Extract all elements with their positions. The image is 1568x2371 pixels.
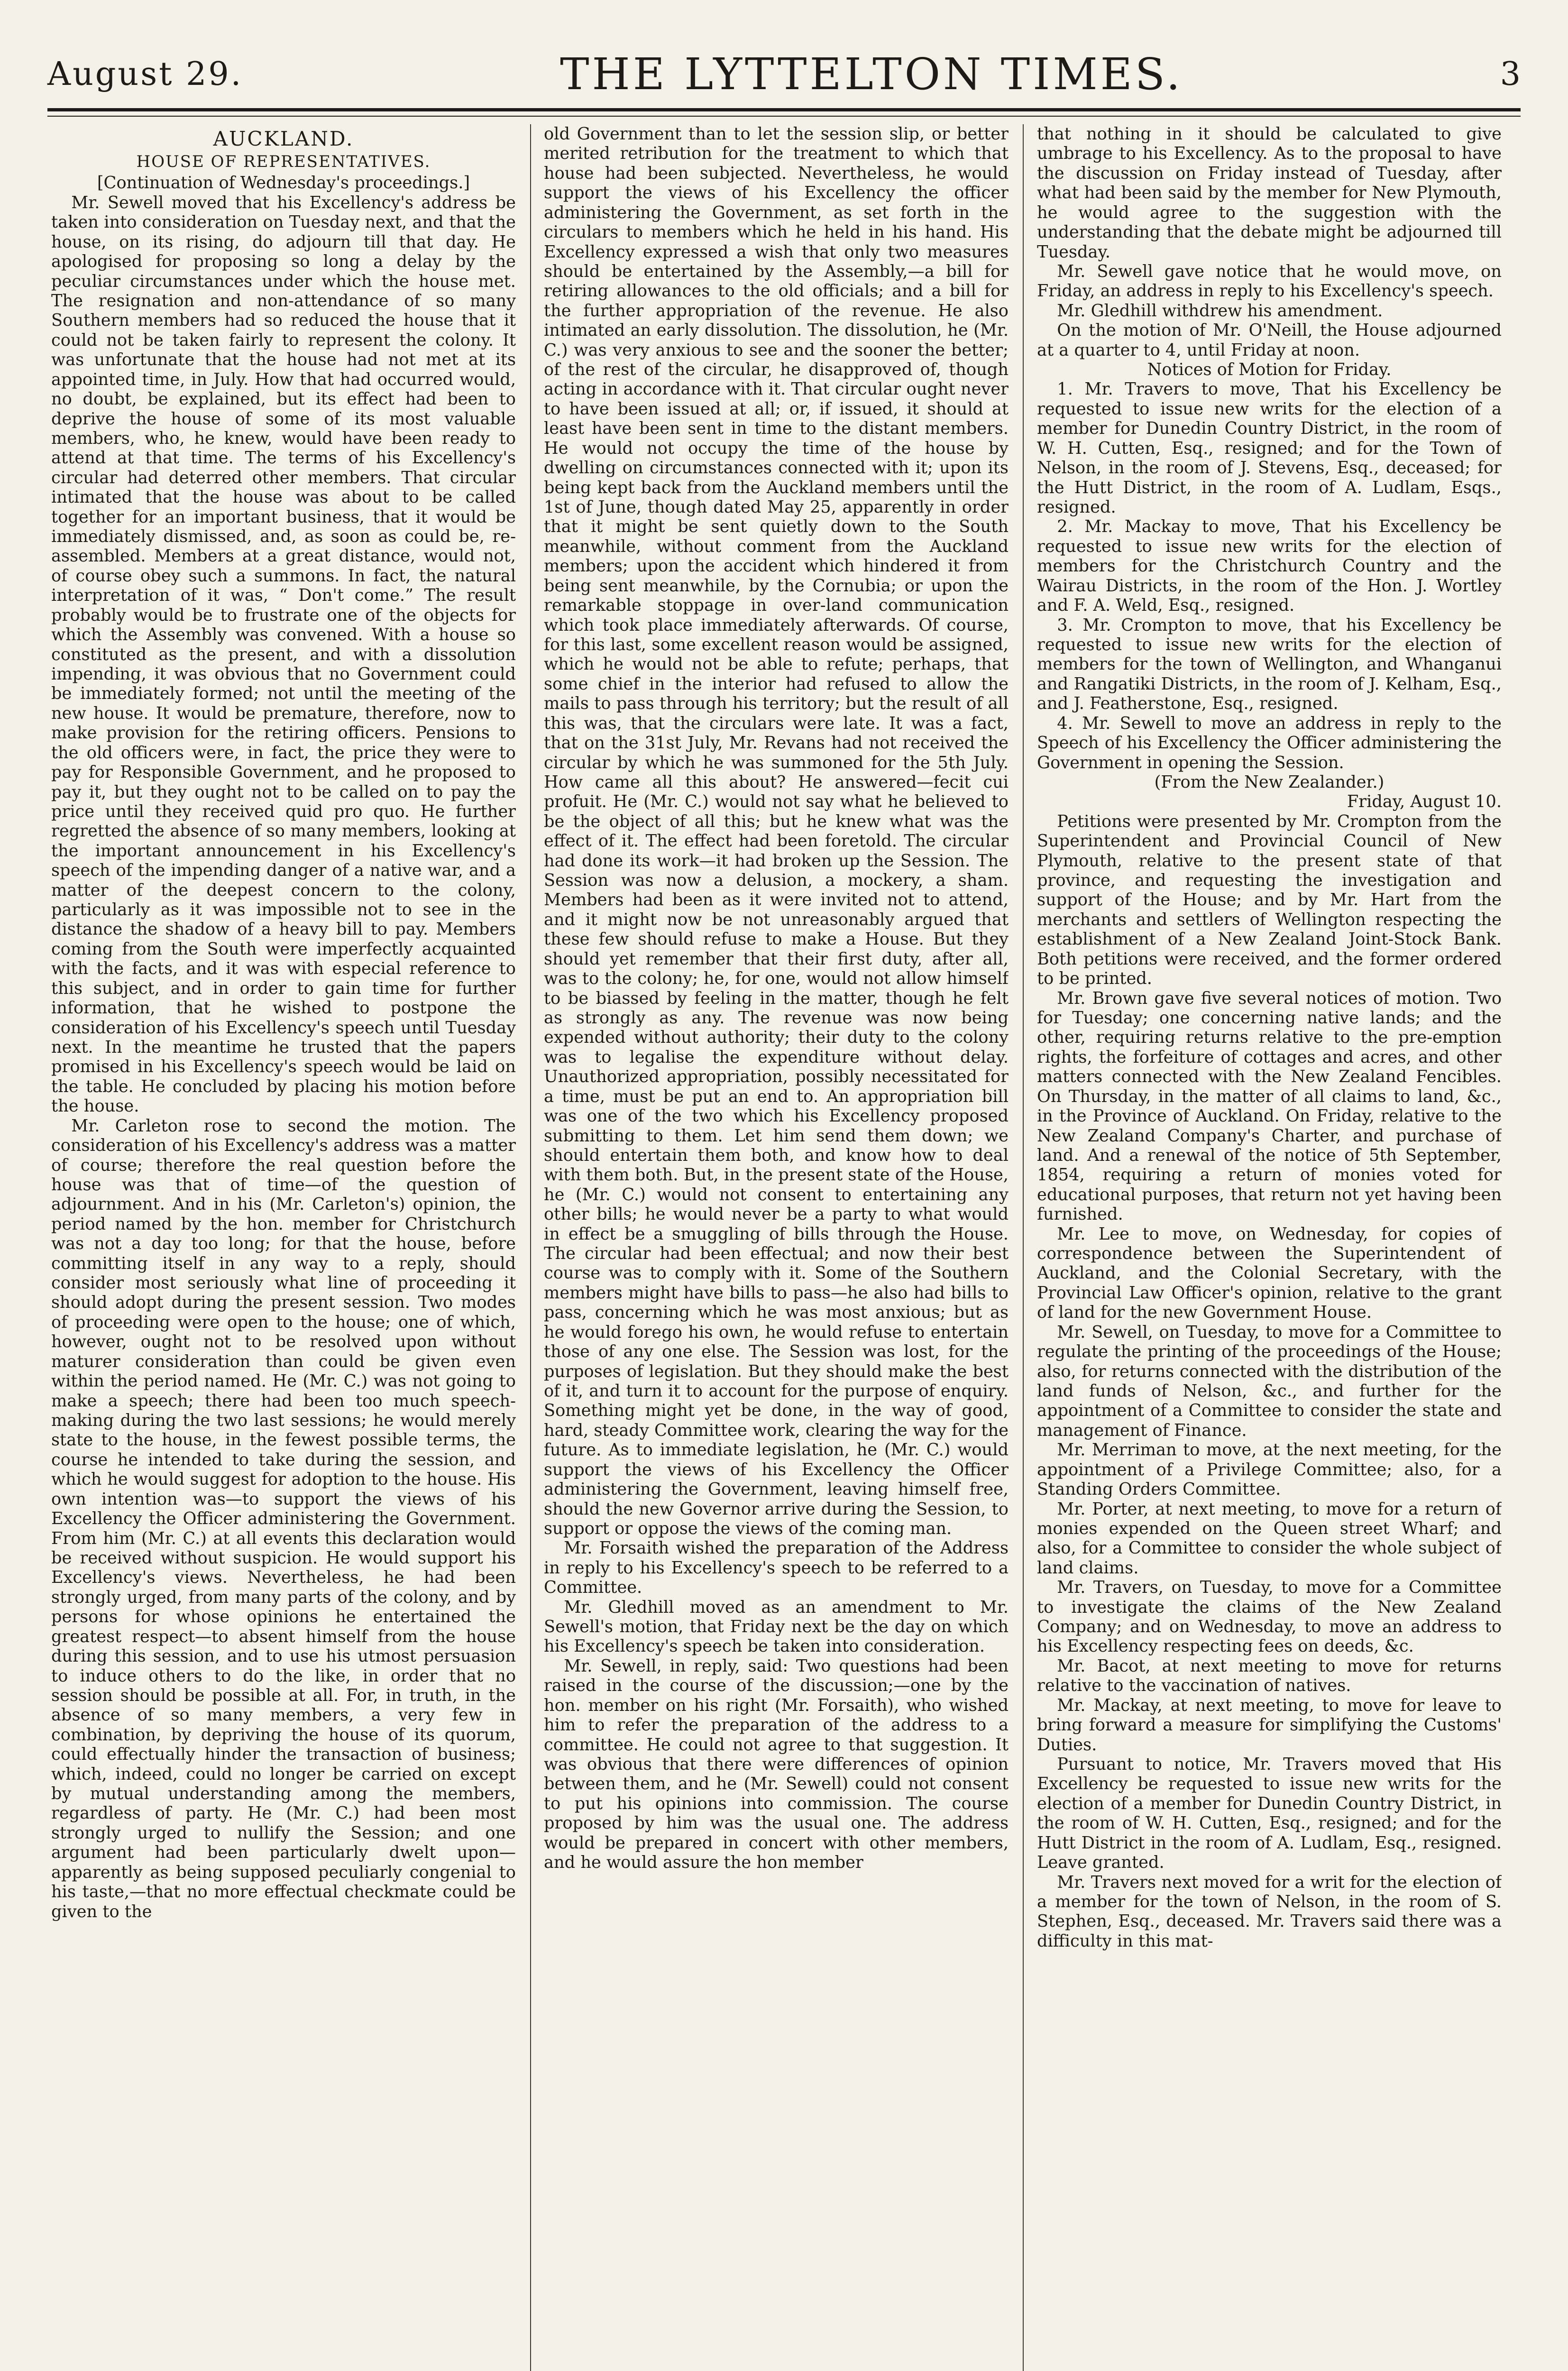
paragraph: Mr. Brown gave five several notices of motion. Two for Tuesday; one concerning native lands; and the other, requiring returns relative to the pre-emption rights, the forfeiture of cottages and acres, and other matters connected with the New Zealand Fencibles. On Thursday, in the matter of all claims to land, &c., in the Province of Auckland. On Friday, relative to the New Zealand Company's Charter, and purchase of land. And a renewal of the notice of 5th September, 1854, requiring a return of monies voted for educational purposes, that return not yet having been furnished. xyxy=(1037,988,1502,1224)
paragraph: Mr. Sewell, on Tuesday, to move for a Committee to regulate the printing of the proceedings of the House; also, for returns connected with the distribution of the land funds of Nelson, &c., and further for the appointment of a Committee to consider the state and management of Finance. xyxy=(1037,1322,1502,1440)
paragraph: 2. Mr. Mackay to move, That his Excellency be requested to issue new writs for the election of members for the Christchurch Country and the Wairau Districts, in the room of the Hon. J. Wortley and F. A. Weld, Esq., resigned. xyxy=(1037,517,1502,616)
column-divider xyxy=(1023,124,1024,2371)
paragraph: Mr. Porter, at next meeting, to move for a return of monies expended on the Queen street Wharf; and also, for a Committee to consider the whole subject of land claims. xyxy=(1037,1499,1502,1578)
paragraph: Mr. Forsaith wished the preparation of the Address in reply to his Excellency's speech to be referred to a Committee. xyxy=(544,1538,1009,1598)
dateline: Friday, August 10. xyxy=(1347,792,1502,812)
masthead xyxy=(47,48,1521,100)
masthead-rule-thin xyxy=(47,116,1521,117)
column-2 xyxy=(544,124,1009,2371)
centered-heading: (From the New Zealander.) xyxy=(1154,772,1385,792)
paragraph: Mr. Lee to move, on Wednesday, for copies of correspondence between the Superintendent of Auckland, and the Colonial Secretary, with the Provincial Law Officer's opinion, relative to the grant of land for the new Government House. xyxy=(1037,1224,1502,1323)
paragraph: On the motion of Mr. O'Neill, the House adjourned at a quarter to 4, until Friday at noon. xyxy=(1037,321,1502,360)
issue-date: August 29. xyxy=(47,55,243,93)
column-3 xyxy=(1037,124,1502,2371)
section-subheading: HOUSE OF REPRESENTATIVES. xyxy=(136,152,431,172)
centered-heading: Notices of Motion for Friday. xyxy=(1147,360,1392,380)
paragraph: Mr. Bacot, at next meeting to move for returns relative to the vaccination of natives. xyxy=(1037,1656,1502,1696)
continuation-note: [Continuation of Wednesday's proceedings.] xyxy=(97,173,470,193)
paragraph: Mr. Sewell gave notice that he would move, on Friday, an address in reply to his Excellency's speech. xyxy=(1037,261,1502,301)
column-1 xyxy=(51,124,516,2371)
paragraph: that nothing in it should be calculated to give umbrage to his Excellency. As to the proposal to have the discussion on Friday instead of Tuesday, after what had been said by the member for New Plymouth, he would agree to the suggestion with the understanding that the debate might be adjourned till Tuesday. xyxy=(1037,124,1502,262)
page-number: 3 xyxy=(1500,55,1521,93)
paragraph: Mr. Sewell moved that his Excellency's address be taken into consideration on Tuesday next, and that the house, on its rising, do adjourn till that day. He apologised for proposing so long a delay by the peculiar circumstances under which the house met. The resignation and non-attendance of so many Southern members had so reduced the house that it could not be taken fairly to represent the colony. It was unfortunate that the house had not met at its appointed time, in July. How that had occurred would, no doubt, be explained, but its effect had been to deprive the house of some of its most valuable members, who, he knew, would have been ready to attend at that time. The terms of his Excellency's circular had deterred other members. That circular intimated that the house was about to be called together for an important business, that it would be immediately dismissed, and, as soon as could be, re-assembled. Members at a great distance, would not, of course obey such a summons. In fact, the natural interpretation of it was, “ Don't come.” The result probably would be to frustrate one of the objects for which the Assembly was convened. With a house so constituted as the present, and with a dissolution impending, it was obvious that no Government could be immediately formed; not until the meeting of the new house. It would be premature, therefore, now to make provision for the retiring officers. Pensions to the old officers were, in fact, the price they were to pay for Responsible Government, and he proposed to pay it, but they ought not to be called on to pay the price until they received quid pro quo. He further regretted the absence of so many members, looking at the important announcement in his Excellency's speech of the impending danger of a native war, and a matter of the deepest concern to the colony, particularly as it was impossible not to see in the distance the shadow of a heavy bill to pay. Members coming from the South were imperfectly acquainted with the facts, and it was with especial reference to this subject, and in order to gain time for further information, that he wished to postpone the consideration of his Excellency's speech until Tuesday next. In the meantime he trusted that the papers promised in his Excellency's speech would be laid on the table. He concluded by placing his motion before the house. xyxy=(51,193,516,1116)
paragraph: Petitions were presented by Mr. Crompton from the Superintendent and Provincial Council of New Plymouth, relative to the present state of that province, and requesting the investigation and support of the House; and by Mr. Hart from the merchants and settlers of Wellington respecting the establishment of a New Zealand Joint-Stock Bank. Both petitions were received, and the former ordered to be printed. xyxy=(1037,811,1502,989)
paragraph: old Government than to let the session slip, or better merited retribution for the treatment to which that house had been subjected. Nevertheless, he would support the views of his Excellency the officer administering the Government, as set forth in the circulars to members which he held in his hand. His Excellency expressed a wish that only two measures should be entertained by the Assembly,—a bill for retiring allowances to the old officials; and a bill for the further appropriation of the revenue. He also intimated an early dissolution. The dissolution, he (Mr. C.) was very anxious to see and the sooner the better; of the rest of the circular, he disapproved of, though acting in accordance with it. That circular ought never to have been issued at all; or, if issued, it should at least have been sent in time to the distant members. He would not occupy the time of the house by dwelling on circumstances connected with it; upon its being kept back from the Auckland members until the 1st of June, though dated May 25, apparently in order that it might be sent quietly down to the South meanwhile, without comment from the Auckland members; upon the accident which hindered it from being sent meanwhile, by the Cornubia; or upon the remarkable stoppage in over-land communication which took place immediately afterwards. Of course, for this last, some excellent reason would be assigned, which he would not be able to refute; perhaps, that some chief in the interior had refused to allow the mails to pass through his territory; but the result of all this was, that the circulars were late. It was a fact, that on the 31st July, Mr. Revans had not received the circular by which he was summoned for the 5th July. How came all this about? He answered—fecit cui profuit. He (Mr. C.) would not say what he believed to be the object of all this; but he knew what was the effect of it. The effect had been foretold. The circular had done its work—it had broken up the Session. The Session was now a delusion, a mockery, a sham. Members had been as it were invited not to attend, and it might now be not unreasonably argued that these few should refuse to make a House. But they should yet remember that their first duty, after all, was to the colony; he, for one, would not allow himself to be biassed by feeling in the matter, though he felt as strongly as any. The revenue was now being expended without authority; their duty to the colony was to legalise the expenditure without delay. Unauthorized appropriation, possibly necessitated for a time, must be put an end to. An appropriation bill was one of the two which his Excellency proposed submitting to them. Let him send them down; we should entertain them both, and know how to deal with them both. But, in the present state of the House, he (Mr. C.) would not consent to entertaining any other bills; he would never be a party to what would in effect be a smuggling of bills through the House. The circular had been effectual; and now their best course was to comply with it. Some of the Southern members might have bills to pass—he also had bills to pass, concerning which he was most anxious; but as he would forego his own, he would refuse to entertain those of any one else. The Session was lost, for the purposes of legislation. But they should make the best of it, and turn it to account for the purpose of enquiry. Something might yet be done, in the way of good, hard, steady Committee work, clearing the way for the future. As to immediate legislation, he (Mr. C.) would support the views of his Excellency the Officer administering the Government, leaving himself free, should the new Governor arrive during the Session, to support or oppose the views of the coming man. xyxy=(544,124,1009,1538)
paragraph: Mr. Merriman to move, at the next meeting, for the appointment of a Privilege Committee; also, for a Standing Orders Committee. xyxy=(1037,1440,1502,1499)
paragraph: Mr. Gledhill moved as an amendment to Mr. Sewell's motion, that Friday next be the day on which his Excellency's speech be taken into consideration. xyxy=(544,1597,1009,1656)
paragraph: 3. Mr. Crompton to move, that his Excellency be requested to issue new writs for the election of members for the town of Wellington, and Whanganui and Rangatiki Districts, in the room of J. Kelham, Esq., and J. Featherstone, Esq., resigned. xyxy=(1037,615,1502,714)
paragraph: Mr. Carleton rose to second the motion. The consideration of his Excellency's address was a matter of course; therefore the real question before the house was that of time—of the question of adjournment. And in his (Mr. Carleton's) opinion, the period named by the hon. member for Christchurch was not a day too long; for that the house, before committing itself in any way to a reply, should consider most seriously what line of proceeding it should adopt during the present session. Two modes of proceeding were open to the house; one of which, however, ought not to be resolved upon without maturer consideration than could be given even within the period named. He (Mr. C.) was not going to make a speech; there had been too much speech-making during the two last sessions; he would merely state to the house, in the fewest possible terms, the course he intended to take during the session, and which he would suggest for adoption to the house. His own intention was—to support the views of his Excellency the Officer administering the Government. From him (Mr. C.) at all events this declaration would be received without suspicion. He would support his Excellency's views. Nevertheless, he had been strongly urged, from many parts of the colony, and by persons for whose opinions he entertained the greatest respect—to absent himself from the house during this session, and to use his utmost persuasion to induce others to do the like, in order that no session should be possible at all. For, in truth, in the absence of so many members, a very few in combination, by depriving the house of its quorum, could effectually hinder the transaction of business; which, indeed, could no longer be carried on except by mutual understanding among the members, regardless of party. He (Mr. C.) had been most strongly urged to nullify the Session; and one argument had been particularly dwelt upon—apparently as being supposed peculiarly congenial to his taste,—that no more effectual checkmate could be given to the xyxy=(51,1116,516,1921)
masthead-rule-thick xyxy=(47,108,1521,111)
paragraph: 4. Mr. Sewell to move an address in reply to the Speech of his Excellency the Officer administering the Government in opening the Session. xyxy=(1037,713,1502,772)
column-divider xyxy=(530,124,531,2371)
paragraph: Mr. Travers next moved for a writ for the election of a member for the town of Nelson, in the room of S. Stephen, Esq., deceased. Mr. Travers said there was a difficulty in this mat- xyxy=(1037,1872,1502,1951)
section-heading: AUCKLAND. xyxy=(213,127,354,150)
paragraph: Mr. Travers, on Tuesday, to move for a Committee to investigate the claims of the New Zealand Company; and on Wednesday, to move an address to his Excellency respecting fees on deeds, &c. xyxy=(1037,1578,1502,1656)
newspaper-title: THE LYTTELTON TIMES. xyxy=(560,48,1183,100)
paragraph: 1. Mr. Travers to move, That his Excellency be requested to issue new writs for the election of a member for Dunedin Country District, in the room of W. H. Cutten, Esq., resigned; and for the Town of Nelson, in the room of J. Stevens, Esq., deceased; for the Hutt District, in the room of A. Ludlam, Esqs., resigned. xyxy=(1037,379,1502,517)
paragraph: Mr. Gledhill withdrew his amendment. xyxy=(1057,301,1383,321)
paragraph: Pursuant to notice, Mr. Travers moved that His Excellency be requested to issue new writs for the election of a member for Dunedin Country District, in the room of W. H. Cutten, Esq., resigned; and for the Hutt District in the room of A. Ludlam, Esq., resigned. Leave granted. xyxy=(1037,1755,1502,1873)
paragraph: Mr. Sewell, in reply, said: Two questions had been raised in the course of the discussion;—one by the hon. member on his right (Mr. Forsaith), who wished him to refer the preparation of the address to a committee. He could not agree to that suggestion. It was obvious that there were differences of opinion between them, and he (Mr. Sewell) could not consent to put his opinions into commission. The course proposed by him was the usual one. The address would be prepared in concert with other members, and he would assure the hon member xyxy=(544,1656,1009,1873)
paragraph: Mr. Mackay, at next meeting, to move for leave to bring forward a measure for simplifying the Customs' Duties. xyxy=(1037,1695,1502,1755)
